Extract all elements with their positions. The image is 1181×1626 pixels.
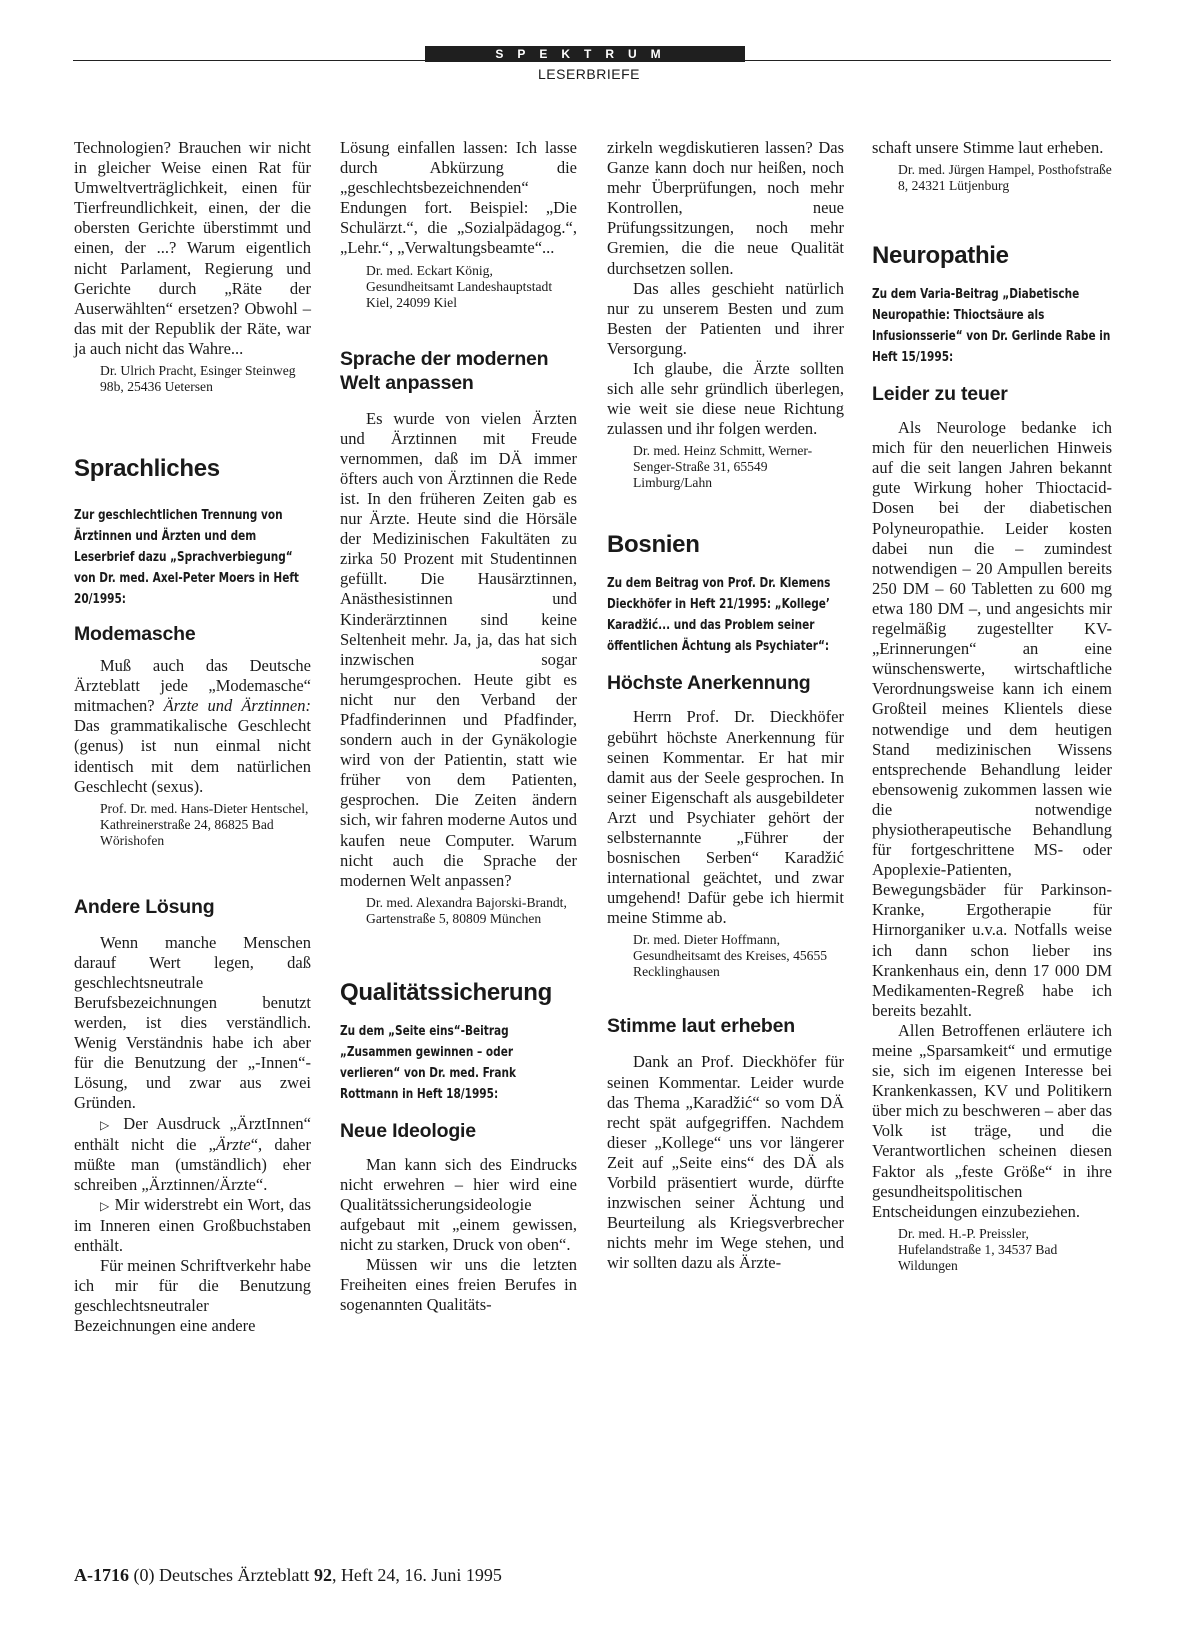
page-number: A-1716 xyxy=(74,1565,129,1585)
triangle-bullet-icon: ▷ xyxy=(100,1198,110,1213)
text-run: “, daher müßte man (umständlich) eher schreiben „Ärztinnen/Ärzte“. xyxy=(74,1134,311,1194)
column-3 xyxy=(607,138,844,1273)
letter-signature: Prof. Dr. med. Hans-Dieter Hentschel, Kathreinerstraße 24, 86825 Bad Wörishofen xyxy=(100,800,309,848)
letter-body: Als Neurologe bedanke ich mich für den neuerlichen Hinweis auf die seit langen Jahren bekannt gute Wirkung hoher Thioctacid-Dosen bei der diabetischen Polyneuropathie. Leider kosten dabei nun die – zumindest notwendigen – 20 Ampullen bereits 250 DM – 60 Tabletten zu 600 mg etwa 180 DM –, und angesichts mir regelmäßig zugestellter KV-„Erinnerungen“ an eine wünschenswerte, wirtschaftliche Verordnungsweise kann ich einem Großteil meines Klientels diese notwendige und dem heutigen Stand medizinischen Wissens entsprechende Behandlung leider ebensowenig zukommen lassen wie die notwendige physiotherapeutische Behandlung für fortgeschrittene MS- oder Apoplexie-Patienten, Bewegungsbäder für Parkinson-Kranke, Ergotherapie für Hirnorganiker u.v.a. Notfalls weise ich dann schon lieber ins Krankenhaus ein, denn 17 000 DM Medikamenten-Regreß habe ich bereits bezahlt. xyxy=(872,418,1112,1020)
topic-heading: Neuropathie xyxy=(872,242,1009,270)
letter-signature: Dr. med. Eckart König, Gesundheitsamt Landeshauptstadt Kiel, 24099 Kiel xyxy=(366,262,553,310)
text-run: Mir widerstrebt ein Wort, das im Inneren einen Großbuchstaben enthält. xyxy=(74,1194,311,1256)
letter-body: Ich glaube, die Ärzte sollten sich alle sehr gründlich überlegen, wie weit sie diese neue Richtung zulassen und ihr folgen werden. xyxy=(607,359,844,439)
letter-body: Herrn Prof. Dr. Dieckhöfer gebührt höchste Anerkennung für seinen Kommentar. Er hat mir damit aus der Seele gesprochen. In seiner Eigenschaft als ausgebildeter Arzt und Psychiater gehört der selbsternannte „Führer der bosnischen Serben“ Karadžić international geächtet, und zwar umgehend! Dafür gebe ich hiermit meine Stimme ab. xyxy=(607,707,844,928)
topic-intro: Zu dem Varia-Beitrag „Diabetische Neuropathie: Thioctsäure als Infusionsserie“ von Dr. Gerlinde Rabe in Heft 15/1995: xyxy=(872,286,1111,366)
letter-title: Höchste Anerkennung xyxy=(607,672,811,695)
letter-title: Neue Ideologie xyxy=(340,1119,476,1142)
column-2 xyxy=(340,138,577,1316)
triangle-bullet-icon: ▷ xyxy=(100,1117,115,1132)
letter-signature: Dr. med. H.-P. Preissler, Hufelandstraße 1, 34537 Bad Wildungen xyxy=(898,1225,1058,1273)
footer-text: , Heft 24, 16. Juni 1995 xyxy=(331,1565,502,1585)
letter-title: Sprache der modernen Welt anpassen xyxy=(340,347,549,394)
topic-intro: Zu dem „Seite eins“-Beitrag „Zusammen gewinnen – oder verlieren“ von Dr. med. Frank Rottmann in Heft 18/1995: xyxy=(340,1022,516,1102)
letter-continuation: Lösung einfallen lassen: Ich lasse durch Abkürzung die „geschlechtsbezeichnenden“ Endungen fort. Beispiel: „Die Schulärzt.“, die „Sozialpädagog.“, „Lehr.“, „Verwaltungsbeamte“... xyxy=(340,138,577,258)
letter-signature: Dr. med. Jürgen Hampel, Posthofstraße 8, 24321 Lütjenburg xyxy=(898,162,1112,194)
subsection-title: LESERBRIEFE xyxy=(538,66,640,82)
bullet-paragraph xyxy=(74,1114,311,1195)
letter-body: Müssen wir uns die letzten Freiheiten eines freien Berufes in sogenannten Qualitäts- xyxy=(340,1255,577,1315)
letter-continuation: Technologien? Brauchen wir nicht in gleicher Weise einen Rat für Umweltverträglichkeit, einen für Tierfreundlichkeit, einen, der die obersten Gerichte überstimmt und einen, der ...? Warum eigentlich nicht Parlament, Regierung und Gerichte durch „Räte der Auserwählten“ ersetzen? Obwohl – das mit der Republik der Räte, war ja auch nicht das Wahre... xyxy=(74,138,311,358)
topic-heading: Bosnien xyxy=(607,531,700,559)
page-footer xyxy=(74,1565,502,1586)
letter-continuation: zirkeln wegdiskutieren lassen? Das Ganze kann doch nur heißen, noch mehr Überprüfungen, noch mehr Kontrollen, neue Prüfungssitzungen, noch mehr Gremien, die die neue Qualität durchsetzen sollen. xyxy=(607,138,844,278)
column-4 xyxy=(872,138,1112,1274)
topic-heading: Sprachliches xyxy=(74,455,220,483)
letter-signature: Dr. med. Alexandra Bajorski-Brandt, Gartenstraße 5, 80809 München xyxy=(366,894,567,926)
letter-signature: Dr. med. Heinz Schmitt, Werner-Senger-Straße 31, 65549 Limburg/Lahn xyxy=(633,443,813,491)
letter-signature: Dr. Ulrich Pracht, Esinger Steinweg 98b, 25436 Uetersen xyxy=(100,363,296,395)
letter-body: Man kann sich des Eindrucks nicht erwehren – hier wird eine Qualitätssicherungsideologie aufgebaut mit „einem gewissen, nicht zu starken, Druck von oben“. xyxy=(340,1154,577,1255)
section-banner: SPEKTRUM xyxy=(425,46,745,62)
letter-body: Wenn manche Menschen darauf Wert legen, daß geschlechtsneutrale Berufsbezeichnungen benutzt werden, ist dies verständlich. Wenig Verständnis habe ich aber für die Benutzung der „-Innen“-Lösung, und zwar aus zwei Gründen. xyxy=(74,932,311,1113)
letter-body: Allen Betroffenen erläutere ich meine „Sparsamkeit“ und ermutige sie, sich im eigenen Interesse bei Krankenkassen, KV und Politikern über mich zu beschweren – aber das Volk ist träge, und die Verantwortlichen scheinen diesen Faktor als „feste Größe“ in ihre gesundheitspolitischen Entscheidungen einzubeziehen. xyxy=(872,1020,1112,1221)
text-run-italic: Ärzte und Ärztinnen: xyxy=(163,696,311,716)
letter-title: Modemasche xyxy=(74,623,196,646)
topic-intro: Zur geschlechtlichen Trennung von Ärztinnen und Ärzten und dem Leserbrief dazu „Sprachverbiegung“ von Dr. med. Axel-Peter Moers in Heft 20/1995: xyxy=(74,507,299,608)
topic-heading: Qualitätssicherung xyxy=(340,978,552,1006)
letter-title: Andere Lösung xyxy=(74,895,215,918)
letter-body: Das alles geschieht natürlich nur zu unserem Besten und zum Besten der Patienten und ihrer Versorgung. xyxy=(607,278,844,358)
letter-body: Es wurde von vielen Ärzten und Ärztinnen mit Freude vernommen, daß im DÄ immer öfters auch von Ärztinnen die Rede ist. In den früheren Zeiten gab es nur Ärzte. Heute sind die Hörsäle der Medizinischen Fakultäten zu zirka 50 Prozent mit Studentinnen gefüllt. Die Hausärztinnen, Anästhesistinnen und Kinderärztinnen sind keine Seltenheit mehr. Ja, ja, das hat sich inzwischen sogar herumgesprochen. Heute gibt es nicht nur den Verband der Pfadfinderinnen und Pfadfinder, sondern auch in der Gynäkologie wird von der Patientin, statt wie früher von dem Patienten, gesprochen. Die Zeiten ändern sich, wir fahren moderne Autos und kaufen neue Computer. Warum nicht auch die Sprache der modernen Welt anpassen? xyxy=(340,408,577,890)
letter-body: Dank an Prof. Dieckhöfer für seinen Kommentar. Leider wurde das Thema „Karadžić“ so vom DÄ recht spät aufgegriffen. Nachdem dieser „Kollege“ uns vor längerer Zeit auf „Seite eins“ des DÄ als Vorbild präsentiert wurde, dürfte inzwischen seiner Ächtung und Beurteilung als Kriegsverbrecher nichts mehr im Wege stehen, und wir sollten dazu als Ärzte- xyxy=(607,1052,844,1273)
text-run: Der Ausdruck „ÄrztInnen“ enthält nicht die „ xyxy=(74,1113,311,1154)
volume-number: 92 xyxy=(313,1565,332,1585)
letter-body: Für meinen Schriftverkehr habe ich mir für die Benutzung geschlechtsneutraler Bezeichnungen eine andere xyxy=(74,1256,311,1336)
letter-continuation: schaft unsere Stimme laut erheben. xyxy=(872,138,1104,157)
column-1 xyxy=(74,138,311,1337)
text-run: Das grammatikalische Geschlecht (genus) ist nun einmal nicht identisch mit dem natürlichen Geschlecht (sexus). xyxy=(74,716,311,796)
topic-intro: Zu dem Beitrag von Prof. Dr. Klemens Dieckhöfer in Heft 21/1995: „Kollege’ Karadžić... und das Problem seiner öffentlichen Ächtung als Psychiater“: xyxy=(607,575,831,655)
footer-text: (0) Deutsches Ärzteblatt xyxy=(129,1565,314,1585)
letter-title: Stimme laut erheben xyxy=(607,1015,796,1038)
letter-signature: Dr. med. Dieter Hoffmann, Gesundheitsamt des Kreises, 45655 Recklinghausen xyxy=(633,932,828,980)
bullet-paragraph xyxy=(74,1195,311,1256)
letter-body xyxy=(74,656,311,797)
letter-title: Leider zu teuer xyxy=(872,383,1008,406)
text-run-italic: Ärzte xyxy=(215,1134,251,1154)
text-run: Muß auch das Deutsche Ärzteblatt jede „Modemasche“ mitmachen? xyxy=(74,656,311,716)
